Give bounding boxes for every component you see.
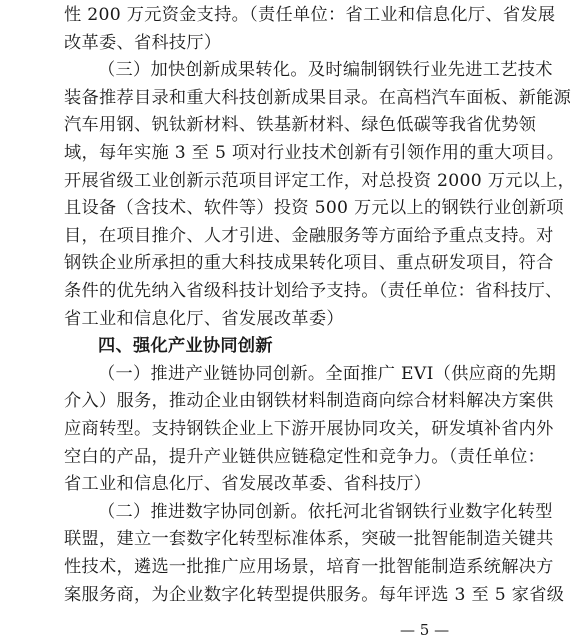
text-line: 开展省级工业创新示范项目评定工作，对总投资 2000 万元以上， — [64, 170, 575, 191]
section-heading: 四、强化产业协同创新 — [98, 336, 273, 357]
text-line: 性 200 万元资金支持。（责任单位：省工业和信息化厅、省发展 — [64, 5, 556, 25]
text-line: 且设备（含技术、软件等）投资 500 万元以上的钢铁行业创新项 — [64, 198, 564, 219]
text-line: （二）推进数字协同创新。依托河北省钢铁行业数字化转型 — [98, 501, 553, 522]
text-line: 目，在项目推介、人才引进、金融服务等方面给予重点支持。对 — [64, 225, 554, 246]
text-line: 案服务商，为企业数字化转型提供服务。每年评选 3 至 5 家省级 — [64, 584, 565, 605]
text-line: 装备推荐目录和重大科技创新成果目录。在高档汽车面板、新能源 — [64, 87, 572, 108]
text-line: （三）加快创新成果转化。及时编制钢铁行业先进工艺技术 — [98, 60, 553, 81]
text-line: 汽车用钢、钒钛新材料、铁基新材料、绿色低碳等我省优势领 — [64, 115, 537, 136]
text-line: 介入）服务，推动企业由钢铁材料制造商向综合材料解决方案供 — [64, 391, 554, 412]
text-line: （一）推进产业链协同创新。全面推广 EVI（供应商的先期 — [98, 363, 557, 384]
text-line: 应商转型。支持钢铁企业上下游开展协同攻关，研发填补省内外 — [64, 419, 554, 439]
text-line: 条件的优先纳入省级科技计划给予支持。（责任单位：省科技厅、 — [64, 281, 563, 301]
text-line: 省工业和信息化厅、省发展改革委） — [64, 308, 344, 329]
text-line: 改革委、省科技厅） — [64, 32, 222, 53]
text-line: 域，每年实施 3 至 5 项对行业技术创新有引领作用的重大项目。 — [64, 143, 565, 163]
text-line: 性技术，遴选一批推广应用场景，培育一批智能制造系统解决方 — [64, 557, 554, 577]
text-line: 联盟，建立一套数字化转型标准体系，突破一批智能制造关键共 — [64, 529, 554, 550]
page-number: — 5 — — [400, 621, 450, 639]
text-line: 空白的产品，提升产业链供应链稳定性和竞争力。（责任单位： — [64, 446, 546, 467]
text-line: 钢铁企业所承担的重大科技成果转化项目、重点研发项目，符合 — [64, 253, 554, 274]
text-line: 省工业和信息化厅、省发展改革委、省科技厅） — [64, 474, 432, 495]
